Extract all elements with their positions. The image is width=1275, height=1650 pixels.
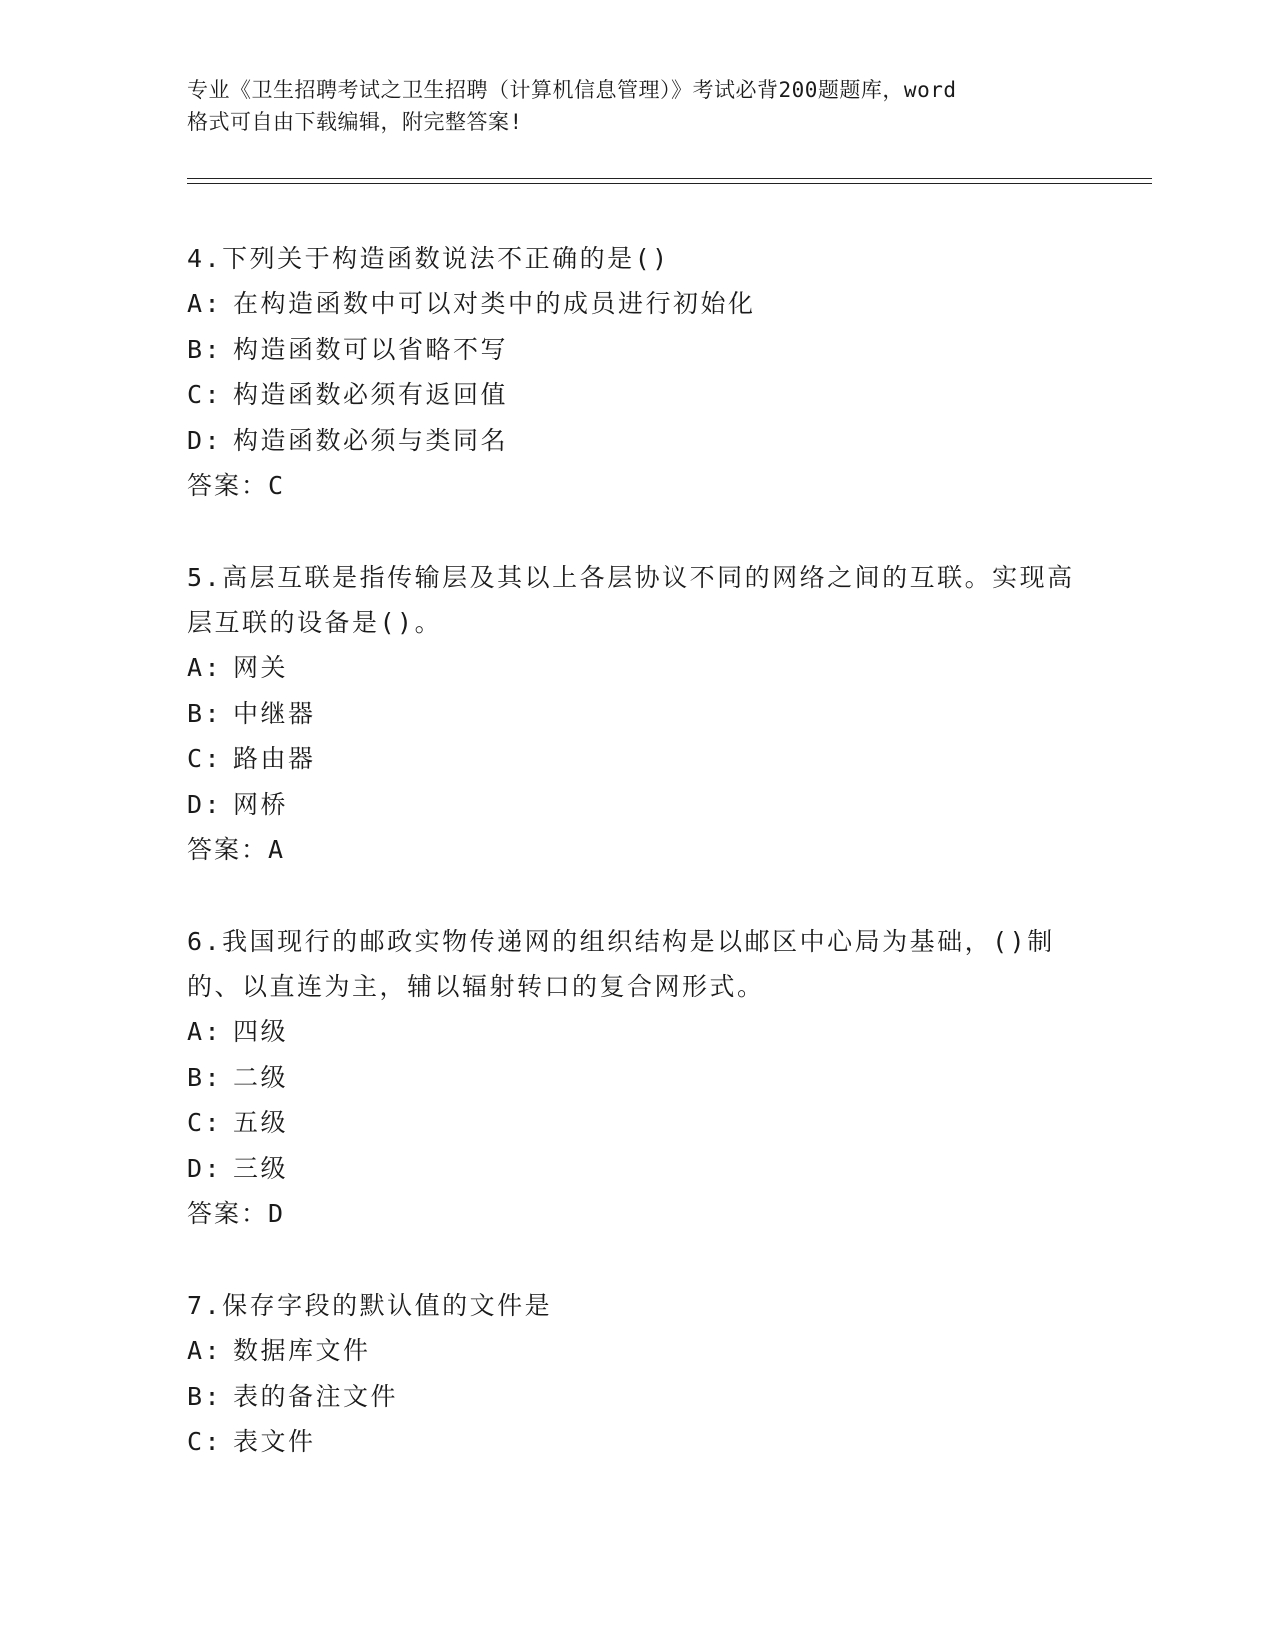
option-c bbox=[187, 1100, 1087, 1146]
answer-line bbox=[187, 1191, 1087, 1236]
option-text: 三级 bbox=[233, 1153, 289, 1183]
option-text: 表的备注文件 bbox=[233, 1381, 399, 1411]
option-letter: D: bbox=[187, 789, 223, 819]
option-a bbox=[187, 1328, 1087, 1374]
answer-value: D bbox=[268, 1199, 285, 1228]
option-c bbox=[187, 372, 1087, 418]
option-text: 路由器 bbox=[233, 744, 316, 773]
option-text: 四级 bbox=[233, 1017, 289, 1046]
option-text: 五级 bbox=[233, 1108, 289, 1137]
option-letter: C: bbox=[187, 744, 223, 773]
option-d bbox=[187, 1146, 1087, 1192]
header-title-line-1: 专业《卫生招聘考试之卫生招聘（计算机信息管理）》考试必背200题题库，word bbox=[187, 78, 957, 102]
option-letter: B: bbox=[187, 1062, 223, 1092]
option-text: 构造函数必须有返回值 bbox=[233, 380, 509, 409]
option-b bbox=[187, 1055, 1087, 1101]
option-text: 二级 bbox=[233, 1062, 289, 1092]
question-item bbox=[187, 236, 1087, 508]
option-letter: A: bbox=[187, 289, 223, 318]
header-divider-bottom bbox=[187, 183, 1152, 184]
question-text: 7.保存字段的默认值的文件是 bbox=[187, 1291, 553, 1320]
answer-label: 答案： bbox=[187, 1199, 269, 1228]
option-letter: C: bbox=[187, 1427, 223, 1456]
option-c bbox=[187, 736, 1087, 782]
question-item bbox=[187, 555, 1087, 872]
option-letter: D: bbox=[187, 1153, 223, 1183]
option-letter: B: bbox=[187, 334, 223, 364]
option-letter: A: bbox=[187, 1336, 223, 1365]
option-b bbox=[187, 327, 1087, 373]
option-a bbox=[187, 281, 1087, 327]
question-text: 5.高层互联是指传输层及其以上各层协议不同的网络之间的互联。实现高层互联的设备是()。 bbox=[187, 563, 1075, 637]
option-d bbox=[187, 782, 1087, 828]
option-b bbox=[187, 1374, 1087, 1420]
answer-line bbox=[187, 463, 1087, 508]
option-letter: D: bbox=[187, 425, 223, 455]
option-letter: A: bbox=[187, 653, 223, 682]
option-letter: B: bbox=[187, 1381, 223, 1411]
document-header bbox=[187, 74, 1087, 138]
option-text: 网关 bbox=[233, 653, 289, 682]
option-c bbox=[187, 1419, 1087, 1465]
answer-line bbox=[187, 827, 1087, 872]
option-a bbox=[187, 1009, 1087, 1055]
question-list bbox=[187, 236, 1087, 1512]
option-letter: C: bbox=[187, 380, 223, 409]
option-text: 表文件 bbox=[233, 1427, 316, 1456]
option-text: 中继器 bbox=[233, 698, 316, 728]
question-item bbox=[187, 919, 1087, 1236]
answer-label: 答案： bbox=[187, 471, 269, 500]
question-text: 4.下列关于构造函数说法不正确的是() bbox=[187, 244, 670, 273]
option-text: 网桥 bbox=[233, 789, 289, 819]
option-text: 在构造函数中可以对类中的成员进行初始化 bbox=[233, 289, 756, 318]
option-b bbox=[187, 691, 1087, 737]
option-text: 数据库文件 bbox=[233, 1336, 371, 1365]
answer-value: A bbox=[268, 835, 285, 864]
question-item bbox=[187, 1283, 1087, 1465]
header-divider-top bbox=[187, 178, 1152, 179]
option-letter: A: bbox=[187, 1017, 223, 1046]
option-d bbox=[187, 418, 1087, 464]
header-title-line-2: 格式可自由下载编辑，附完整答案! bbox=[187, 110, 523, 134]
option-letter: C: bbox=[187, 1108, 223, 1137]
option-text: 构造函数必须与类同名 bbox=[233, 425, 509, 455]
option-text: 构造函数可以省略不写 bbox=[233, 334, 509, 364]
option-a bbox=[187, 645, 1087, 691]
answer-label: 答案： bbox=[187, 835, 269, 864]
option-letter: B: bbox=[187, 698, 223, 728]
answer-value: C bbox=[268, 471, 285, 500]
question-text: 6.我国现行的邮政实物传递网的组织结构是以邮区中心局为基础，()制的、以直连为主，辅以辐射转口的复合网形式。 bbox=[187, 927, 1055, 1001]
